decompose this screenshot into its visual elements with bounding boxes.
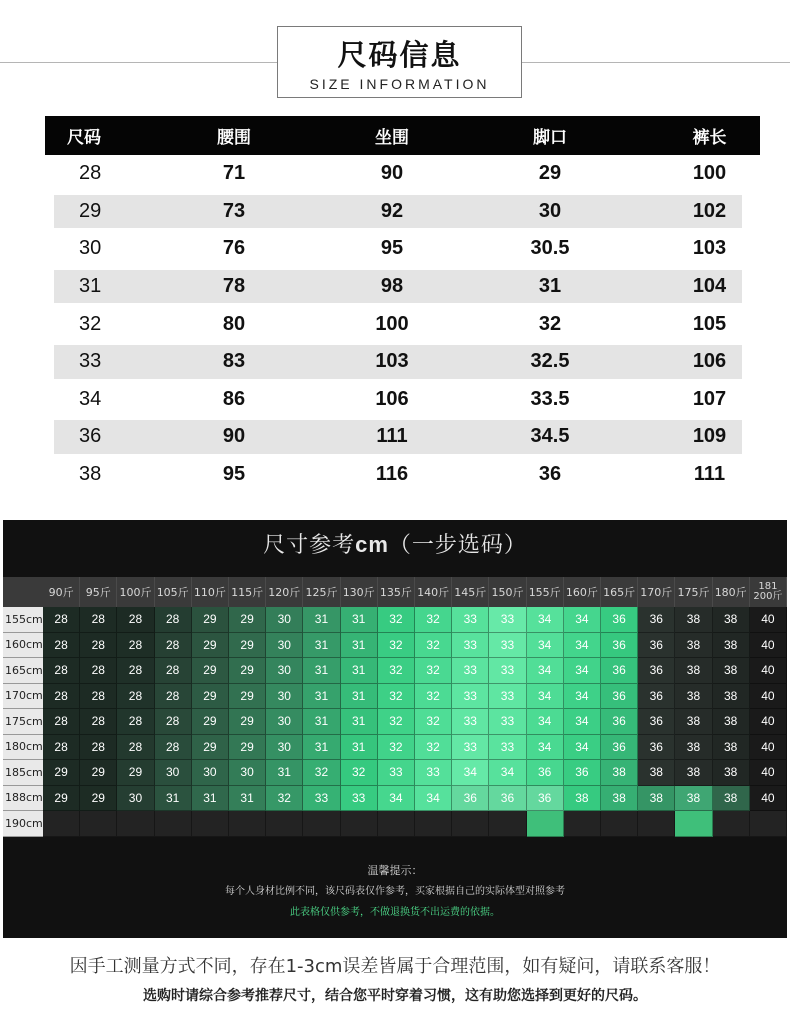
table-cell: 33 xyxy=(79,350,102,373)
grid-cell: 38 xyxy=(713,607,750,633)
grid-cell: 38 xyxy=(675,658,712,684)
height-header: 170cm xyxy=(3,684,43,710)
header-waist: 腰围 xyxy=(217,128,251,148)
weight-header: 170斤 xyxy=(638,577,675,607)
grid-cell: 32 xyxy=(378,658,415,684)
table-cell: 102 xyxy=(692,199,727,222)
grid-cell: 36 xyxy=(638,607,675,633)
weight-header: 160斤 xyxy=(564,577,601,607)
grid-cell: 33 xyxy=(415,760,452,786)
grid-cell: 38 xyxy=(713,735,750,761)
size-table-body xyxy=(45,155,760,493)
grid-cell xyxy=(266,811,303,837)
grid-cell: 38 xyxy=(713,786,750,812)
grid-cell: 32 xyxy=(415,633,452,659)
grid-cell xyxy=(452,811,489,837)
grid-cell: 34 xyxy=(527,735,564,761)
grid-cell: 31 xyxy=(303,607,340,633)
grid-cell: 33 xyxy=(452,658,489,684)
grid-cell: 29 xyxy=(192,735,229,761)
size-reference-chart xyxy=(3,520,787,938)
table-row xyxy=(45,305,760,343)
table-cell: 100 xyxy=(692,162,727,185)
grid-cell: 30 xyxy=(155,760,192,786)
grid-cell: 40 xyxy=(750,709,787,735)
table-cell: 95 xyxy=(380,237,404,260)
grid-cell: 36 xyxy=(601,735,638,761)
table-cell: 86 xyxy=(222,387,246,410)
grid-cell: 38 xyxy=(713,633,750,659)
grid-cell: 28 xyxy=(80,633,117,659)
grid-cell xyxy=(229,811,266,837)
grid-cell: 32 xyxy=(378,735,415,761)
grid-cell: 33 xyxy=(489,735,526,761)
grid-cell: 28 xyxy=(155,658,192,684)
grid-cell: 32 xyxy=(378,709,415,735)
grid-cell: 31 xyxy=(341,658,378,684)
grid-cell: 30 xyxy=(229,760,266,786)
grid-cell: 30 xyxy=(266,633,303,659)
grid-cell: 29 xyxy=(229,709,266,735)
grid-cell: 32 xyxy=(378,607,415,633)
grid-cell: 33 xyxy=(452,735,489,761)
grid-cell: 36 xyxy=(601,607,638,633)
grid-cell: 32 xyxy=(378,633,415,659)
grid-cell: 40 xyxy=(750,786,787,812)
height-header: 175cm xyxy=(3,709,43,735)
table-cell: 71 xyxy=(222,162,246,185)
table-row xyxy=(45,456,760,494)
table-cell: 90 xyxy=(222,425,246,448)
table-cell: 30 xyxy=(538,199,562,222)
grid-cell: 38 xyxy=(564,786,601,812)
weight-header xyxy=(750,577,787,607)
weight-header: 115斤 xyxy=(229,577,266,607)
grid-cell: 28 xyxy=(43,735,80,761)
grid-cell: 32 xyxy=(303,760,340,786)
grid-cell: 28 xyxy=(43,709,80,735)
weight-header: 140斤 xyxy=(415,577,452,607)
grid-cell: 40 xyxy=(750,760,787,786)
height-header: 185cm xyxy=(3,760,43,786)
grid-cell: 29 xyxy=(192,658,229,684)
grid-cell: 28 xyxy=(155,633,192,659)
weight-header: 165斤 xyxy=(601,577,638,607)
grid-cell: 40 xyxy=(750,684,787,710)
height-header: 190cm xyxy=(3,811,43,837)
table-row xyxy=(45,155,760,193)
weight-header: 95斤 xyxy=(80,577,117,607)
grid-cell xyxy=(601,811,638,837)
grid-cell: 38 xyxy=(638,786,675,812)
grid-cell: 33 xyxy=(303,786,340,812)
grid-cell: 29 xyxy=(192,633,229,659)
grid-corner xyxy=(3,577,43,607)
header-size: 尺码 xyxy=(67,128,101,148)
grid-cell: 32 xyxy=(415,684,452,710)
grid-cell: 31 xyxy=(341,709,378,735)
grid-cell: 33 xyxy=(341,786,378,812)
grid-cell: 28 xyxy=(43,658,80,684)
grid-cell: 38 xyxy=(601,760,638,786)
table-cell: 32 xyxy=(79,312,102,335)
table-cell: 34 xyxy=(79,387,102,410)
grid-cell: 29 xyxy=(117,760,154,786)
table-row xyxy=(45,193,760,231)
table-cell: 34.5 xyxy=(530,425,570,448)
weight-header: 175斤 xyxy=(675,577,712,607)
grid-cell xyxy=(117,811,154,837)
size-table-header xyxy=(45,116,760,155)
grid-cell: 36 xyxy=(601,658,638,684)
grid-cell: 34 xyxy=(527,658,564,684)
grid-cell: 38 xyxy=(638,760,675,786)
grid-cell xyxy=(192,811,229,837)
grid-cell xyxy=(303,811,340,837)
grid-cell: 34 xyxy=(564,735,601,761)
grid-cell: 31 xyxy=(341,735,378,761)
grid-cell: 33 xyxy=(489,633,526,659)
height-header: 155cm xyxy=(3,607,43,633)
grid-cell: 30 xyxy=(266,607,303,633)
grid-cell xyxy=(341,811,378,837)
grid-cell: 38 xyxy=(675,633,712,659)
table-cell: 106 xyxy=(692,350,727,373)
reference-title-unit: cm xyxy=(355,532,389,557)
table-cell: 90 xyxy=(380,162,404,185)
grid-cell: 38 xyxy=(675,709,712,735)
height-header: 165cm xyxy=(3,658,43,684)
grid-cell: 30 xyxy=(266,684,303,710)
grid-cell: 31 xyxy=(303,735,340,761)
table-cell: 29 xyxy=(538,162,562,185)
weight-header: 120斤 xyxy=(266,577,303,607)
grid-cell: 28 xyxy=(117,607,154,633)
grid-cell: 28 xyxy=(155,709,192,735)
grid-cell: 30 xyxy=(266,709,303,735)
table-cell: 107 xyxy=(692,387,727,410)
grid-cell: 38 xyxy=(675,786,712,812)
table-cell: 106 xyxy=(375,387,409,410)
grid-cell: 38 xyxy=(713,658,750,684)
grid-cell: 38 xyxy=(713,760,750,786)
grid-cell: 32 xyxy=(266,786,303,812)
grid-cell: 32 xyxy=(415,709,452,735)
weight-header: 150斤 xyxy=(489,577,526,607)
grid-cell: 38 xyxy=(713,709,750,735)
reference-title-note: （一步选码） xyxy=(388,533,527,558)
grid-cell: 31 xyxy=(266,760,303,786)
grid-cell: 36 xyxy=(638,684,675,710)
weight-header-part: 200斤 xyxy=(753,591,783,602)
grid-cell: 32 xyxy=(415,658,452,684)
grid-cell: 29 xyxy=(80,786,117,812)
table-cell: 29 xyxy=(79,199,102,222)
table-cell: 111 xyxy=(693,463,726,486)
grid-cell: 31 xyxy=(303,684,340,710)
grid-cell: 40 xyxy=(750,658,787,684)
header-hip: 坐围 xyxy=(375,128,409,148)
grid-cell: 28 xyxy=(80,684,117,710)
grid-cell: 32 xyxy=(341,760,378,786)
grid-cell: 30 xyxy=(192,760,229,786)
height-header: 160cm xyxy=(3,633,43,659)
table-cell: 100 xyxy=(375,312,409,335)
grid-cell: 34 xyxy=(527,709,564,735)
table-cell: 38 xyxy=(79,463,102,486)
table-cell: 73 xyxy=(222,199,246,222)
grid-cell: 31 xyxy=(303,633,340,659)
grid-cell: 29 xyxy=(229,607,266,633)
grid-cell: 34 xyxy=(527,633,564,659)
weight-header-part: 181 xyxy=(758,581,778,592)
grid-cell: 33 xyxy=(489,684,526,710)
grid-cell: 34 xyxy=(527,607,564,633)
grid-cell: 29 xyxy=(229,735,266,761)
grid-cell: 36 xyxy=(601,684,638,710)
grid-cell: 33 xyxy=(452,684,489,710)
grid-cell: 31 xyxy=(192,786,229,812)
grid-cell xyxy=(527,811,564,837)
grid-cell: 31 xyxy=(341,633,378,659)
grid-cell: 38 xyxy=(713,684,750,710)
weight-header: 130斤 xyxy=(341,577,378,607)
grid-cell: 34 xyxy=(452,760,489,786)
grid-cell: 33 xyxy=(452,709,489,735)
grid-cell: 36 xyxy=(601,709,638,735)
table-cell: 30 xyxy=(79,237,102,260)
table-cell: 103 xyxy=(692,237,727,260)
grid-cell: 29 xyxy=(43,786,80,812)
grid-cell: 38 xyxy=(601,786,638,812)
grid-cell: 29 xyxy=(192,684,229,710)
grid-cell: 34 xyxy=(527,684,564,710)
grid-cell xyxy=(564,811,601,837)
title-box xyxy=(277,26,522,98)
grid-cell: 29 xyxy=(229,633,266,659)
grid-cell: 33 xyxy=(489,709,526,735)
grid-cell: 28 xyxy=(80,607,117,633)
size-table xyxy=(45,116,760,493)
table-cell: 78 xyxy=(222,275,246,298)
reference-title xyxy=(3,528,787,559)
grid-cell: 28 xyxy=(155,735,192,761)
grid-cell: 38 xyxy=(675,607,712,633)
table-row xyxy=(45,230,760,268)
grid-cell: 32 xyxy=(378,684,415,710)
height-header: 180cm xyxy=(3,735,43,761)
grid-cell: 28 xyxy=(43,607,80,633)
grid-cell: 28 xyxy=(80,735,117,761)
grid-cell: 28 xyxy=(80,709,117,735)
grid-cell: 33 xyxy=(452,607,489,633)
grid-cell: 38 xyxy=(675,760,712,786)
grid-cell xyxy=(713,811,750,837)
grid-cell xyxy=(638,811,675,837)
table-cell: 28 xyxy=(79,162,102,185)
table-cell: 92 xyxy=(380,199,404,222)
grid-cell: 29 xyxy=(229,658,266,684)
table-cell: 98 xyxy=(380,275,404,298)
title-english: SIZE INFORMATION xyxy=(309,76,490,92)
footer-note-1: 因手工测量方式不同，存在1-3cm误差皆属于合理范围，如有疑问，请联系客服！ xyxy=(69,956,721,977)
grid-cell xyxy=(155,811,192,837)
grid-cell: 36 xyxy=(638,735,675,761)
grid-cell: 28 xyxy=(117,658,154,684)
grid-cell: 30 xyxy=(266,658,303,684)
grid-cell: 36 xyxy=(601,633,638,659)
grid-cell: 34 xyxy=(564,709,601,735)
grid-cell: 28 xyxy=(117,735,154,761)
table-cell: 76 xyxy=(222,237,246,260)
grid-cell: 40 xyxy=(750,735,787,761)
grid-cell: 36 xyxy=(638,633,675,659)
grid-cell xyxy=(378,811,415,837)
weight-header: 90斤 xyxy=(43,577,80,607)
grid-cell: 31 xyxy=(303,709,340,735)
table-row xyxy=(45,343,760,381)
table-cell: 31 xyxy=(79,275,102,298)
grid-cell: 34 xyxy=(415,786,452,812)
weight-header: 105斤 xyxy=(155,577,192,607)
grid-cell: 33 xyxy=(489,607,526,633)
grid-cell xyxy=(43,811,80,837)
grid-cell: 31 xyxy=(229,786,266,812)
grid-cell: 28 xyxy=(80,658,117,684)
table-cell: 105 xyxy=(692,312,727,335)
weight-header: 155斤 xyxy=(527,577,564,607)
table-row xyxy=(45,268,760,306)
title-chinese: 尺码信息 xyxy=(337,38,462,72)
table-row xyxy=(45,418,760,456)
grid-cell: 36 xyxy=(452,786,489,812)
grid-cell: 28 xyxy=(155,607,192,633)
table-cell: 32.5 xyxy=(530,350,570,373)
grid-cell: 30 xyxy=(266,735,303,761)
grid-cell xyxy=(415,811,452,837)
grid-cell: 28 xyxy=(117,709,154,735)
table-cell: 32 xyxy=(538,312,562,335)
table-cell: 31 xyxy=(538,275,562,298)
grid-cell: 28 xyxy=(117,633,154,659)
grid-cell: 36 xyxy=(638,709,675,735)
table-row xyxy=(45,381,760,419)
grid-cell: 34 xyxy=(564,684,601,710)
table-cell: 104 xyxy=(692,275,727,298)
grid-cell: 31 xyxy=(155,786,192,812)
grid-cell: 34 xyxy=(489,760,526,786)
height-header: 188cm xyxy=(3,786,43,812)
grid-cell: 36 xyxy=(489,786,526,812)
table-cell: 33.5 xyxy=(530,387,570,410)
grid-cell: 28 xyxy=(155,684,192,710)
table-cell: 36 xyxy=(79,425,102,448)
footer-note-2: 选购时请综合参考推荐尺寸，结合您平时穿着习惯，这有助您选择到更好的尺码。 xyxy=(143,988,647,1004)
table-cell: 111 xyxy=(376,425,408,448)
grid-cell: 29 xyxy=(80,760,117,786)
grid-cell: 29 xyxy=(192,709,229,735)
header-length: 裤长 xyxy=(692,128,727,148)
grid-cell: 31 xyxy=(341,684,378,710)
weight-header: 110斤 xyxy=(192,577,229,607)
grid-cell: 34 xyxy=(378,786,415,812)
weight-header: 145斤 xyxy=(452,577,489,607)
grid-cell xyxy=(750,811,787,837)
table-cell: 30.5 xyxy=(530,237,570,260)
table-cell: 83 xyxy=(222,350,246,373)
reference-title-main: 尺寸参考 xyxy=(263,533,356,558)
grid-cell: 40 xyxy=(750,607,787,633)
grid-cell: 28 xyxy=(43,684,80,710)
table-cell: 36 xyxy=(538,463,562,486)
grid-cell: 34 xyxy=(564,607,601,633)
grid-cell xyxy=(675,811,712,837)
table-cell: 95 xyxy=(222,463,246,486)
table-cell: 80 xyxy=(222,312,246,335)
grid-cell: 30 xyxy=(117,786,154,812)
tip-title: 温馨提示： xyxy=(367,864,423,877)
weight-header: 125斤 xyxy=(303,577,340,607)
weight-header: 100斤 xyxy=(117,577,154,607)
grid-cell: 34 xyxy=(564,658,601,684)
header-hem: 脚口 xyxy=(533,128,567,148)
grid-cell: 29 xyxy=(43,760,80,786)
header-line-right xyxy=(521,62,790,63)
grid-cell: 36 xyxy=(527,760,564,786)
table-cell: 116 xyxy=(375,463,409,486)
grid-cell: 36 xyxy=(638,658,675,684)
header-line-left xyxy=(0,62,277,63)
grid-cell: 33 xyxy=(489,658,526,684)
grid-cell: 28 xyxy=(117,684,154,710)
grid-cell: 36 xyxy=(527,786,564,812)
tip-line-1: 每个人身材比例不同，该尺码表仅作参考，买家根据自己的实际体型对照参考 xyxy=(225,886,565,897)
table-cell: 103 xyxy=(375,350,409,373)
grid-cell: 36 xyxy=(564,760,601,786)
grid-cell: 33 xyxy=(452,633,489,659)
grid-cell: 40 xyxy=(750,633,787,659)
grid-cell: 32 xyxy=(415,607,452,633)
grid-cell: 34 xyxy=(564,633,601,659)
grid-cell: 28 xyxy=(43,633,80,659)
weight-header: 135斤 xyxy=(378,577,415,607)
grid-cell: 33 xyxy=(378,760,415,786)
weight-header: 180斤 xyxy=(713,577,750,607)
grid-cell: 38 xyxy=(675,735,712,761)
grid-cell: 31 xyxy=(303,658,340,684)
grid-cell xyxy=(80,811,117,837)
grid-cell: 32 xyxy=(415,735,452,761)
grid-cell xyxy=(489,811,526,837)
grid-cell: 29 xyxy=(229,684,266,710)
tip-line-2: 此表格仅供参考，不做退换货不出运费的依据。 xyxy=(290,907,500,918)
grid-cell: 31 xyxy=(341,607,378,633)
grid-cell: 29 xyxy=(192,607,229,633)
grid-cell: 38 xyxy=(675,684,712,710)
table-cell: 109 xyxy=(692,425,727,448)
